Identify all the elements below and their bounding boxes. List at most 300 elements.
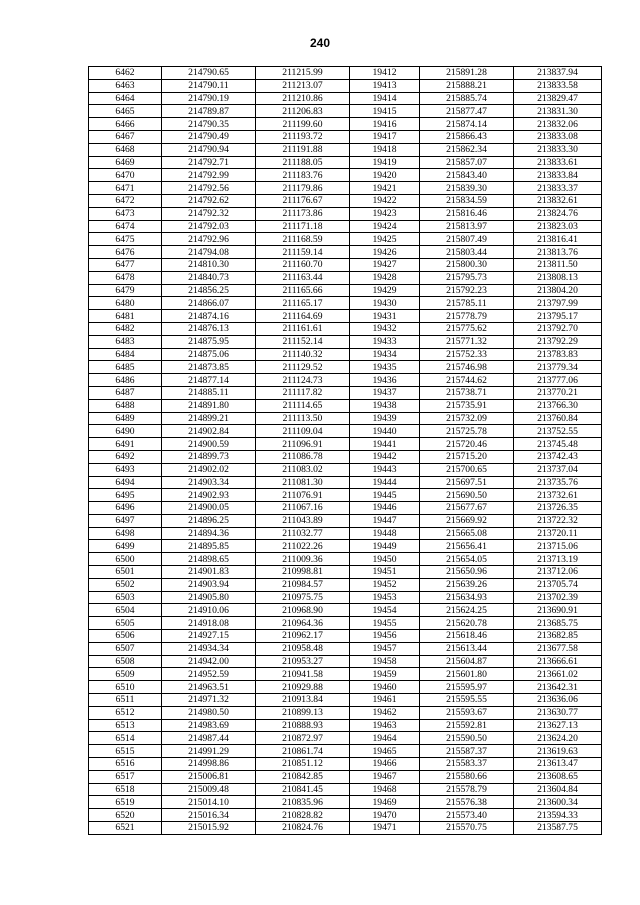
x-coordinate-cell: 214792.03: [162, 220, 256, 233]
x-coordinate-cell: 214903.34: [162, 476, 256, 489]
point-number-cell: 6515: [89, 745, 162, 758]
point-number-cell: 19416: [350, 118, 420, 131]
y-coordinate-cell: 213705.74: [514, 578, 602, 591]
x-coordinate-cell: 214792.56: [162, 182, 256, 195]
x-coordinate-cell: 214899.21: [162, 412, 256, 425]
point-number-cell: 19450: [350, 553, 420, 566]
x-coordinate-cell: 215624.25: [420, 604, 514, 617]
y-coordinate-cell: 210962.17: [256, 630, 350, 643]
x-coordinate-cell: 214891.80: [162, 399, 256, 412]
point-number-cell: 19462: [350, 706, 420, 719]
point-number-cell: 19421: [350, 182, 420, 195]
point-number-cell: 19457: [350, 642, 420, 655]
point-number-cell: 19439: [350, 412, 420, 425]
point-number-cell: 6462: [89, 67, 162, 80]
x-coordinate-cell: 215593.67: [420, 706, 514, 719]
y-coordinate-cell: 211188.05: [256, 156, 350, 169]
point-number-cell: 6502: [89, 578, 162, 591]
y-coordinate-cell: 213685.75: [514, 617, 602, 630]
point-number-cell: 6499: [89, 540, 162, 553]
x-coordinate-cell: 214980.50: [162, 706, 256, 719]
x-coordinate-cell: 215634.93: [420, 591, 514, 604]
point-number-cell: 6471: [89, 182, 162, 195]
x-coordinate-cell: 215752.33: [420, 348, 514, 361]
point-number-cell: 6510: [89, 681, 162, 694]
y-coordinate-cell: 210913.84: [256, 694, 350, 707]
y-coordinate-cell: 210964.36: [256, 617, 350, 630]
table-row: [89, 194, 602, 207]
y-coordinate-cell: 213726.35: [514, 502, 602, 515]
x-coordinate-cell: 215700.65: [420, 463, 514, 476]
point-number-cell: 6513: [89, 719, 162, 732]
x-coordinate-cell: 215725.78: [420, 425, 514, 438]
x-coordinate-cell: 215592.81: [420, 719, 514, 732]
x-coordinate-cell: 215775.62: [420, 322, 514, 335]
x-coordinate-cell: 214902.93: [162, 489, 256, 502]
x-coordinate-cell: 214810.30: [162, 258, 256, 271]
y-coordinate-cell: 210841.45: [256, 783, 350, 796]
table-row: [89, 681, 602, 694]
y-coordinate-cell: 211165.17: [256, 297, 350, 310]
y-coordinate-cell: 213829.47: [514, 92, 602, 105]
x-coordinate-cell: 215735.91: [420, 399, 514, 412]
x-coordinate-cell: 214942.00: [162, 655, 256, 668]
x-coordinate-cell: 215015.92: [162, 822, 256, 835]
x-coordinate-cell: 215601.80: [420, 668, 514, 681]
point-number-cell: 19432: [350, 322, 420, 335]
x-coordinate-cell: 215677.67: [420, 502, 514, 515]
y-coordinate-cell: 210872.97: [256, 732, 350, 745]
table-row: [89, 489, 602, 502]
y-coordinate-cell: 211140.32: [256, 348, 350, 361]
y-coordinate-cell: 211163.44: [256, 271, 350, 284]
point-number-cell: 6503: [89, 591, 162, 604]
point-number-cell: 6463: [89, 79, 162, 92]
point-number-cell: 6482: [89, 322, 162, 335]
y-coordinate-cell: 211081.30: [256, 476, 350, 489]
x-coordinate-cell: 215720.46: [420, 438, 514, 451]
x-coordinate-cell: 214790.49: [162, 130, 256, 143]
point-number-cell: 19415: [350, 105, 420, 118]
x-coordinate-cell: 214790.35: [162, 118, 256, 131]
point-number-cell: 19461: [350, 694, 420, 707]
point-number-cell: 19466: [350, 758, 420, 771]
x-coordinate-cell: 214894.36: [162, 527, 256, 540]
x-coordinate-cell: 214899.73: [162, 450, 256, 463]
table-row: [89, 502, 602, 515]
x-coordinate-cell: 215800.30: [420, 258, 514, 271]
point-number-cell: 19427: [350, 258, 420, 271]
point-number-cell: 19414: [350, 92, 420, 105]
x-coordinate-cell: 214790.94: [162, 143, 256, 156]
y-coordinate-cell: 211117.82: [256, 386, 350, 399]
table-row: [89, 438, 602, 451]
y-coordinate-cell: 210842.85: [256, 770, 350, 783]
point-number-cell: 19445: [350, 489, 420, 502]
x-coordinate-cell: 214792.62: [162, 194, 256, 207]
point-number-cell: 6520: [89, 809, 162, 822]
table-row: [89, 386, 602, 399]
point-number-cell: 19420: [350, 169, 420, 182]
y-coordinate-cell: 213832.06: [514, 118, 602, 131]
point-number-cell: 6481: [89, 310, 162, 323]
y-coordinate-cell: 213833.30: [514, 143, 602, 156]
y-coordinate-cell: 213797.99: [514, 297, 602, 310]
x-coordinate-cell: 214856.25: [162, 284, 256, 297]
point-number-cell: 19460: [350, 681, 420, 694]
y-coordinate-cell: 210861.74: [256, 745, 350, 758]
x-coordinate-cell: 214789.87: [162, 105, 256, 118]
x-coordinate-cell: 215583.37: [420, 758, 514, 771]
point-number-cell: 19413: [350, 79, 420, 92]
point-number-cell: 6467: [89, 130, 162, 143]
x-coordinate-cell: 215795.73: [420, 271, 514, 284]
point-number-cell: 6504: [89, 604, 162, 617]
y-coordinate-cell: 213594.33: [514, 809, 602, 822]
x-coordinate-cell: 215587.37: [420, 745, 514, 758]
y-coordinate-cell: 210828.82: [256, 809, 350, 822]
y-coordinate-cell: 211210.86: [256, 92, 350, 105]
x-coordinate-cell: 215014.10: [162, 796, 256, 809]
point-number-cell: 19419: [350, 156, 420, 169]
x-coordinate-cell: 215866.43: [420, 130, 514, 143]
x-coordinate-cell: 214792.96: [162, 233, 256, 246]
point-number-cell: 19424: [350, 220, 420, 233]
point-number-cell: 6505: [89, 617, 162, 630]
point-number-cell: 6470: [89, 169, 162, 182]
x-coordinate-cell: 214874.16: [162, 310, 256, 323]
point-number-cell: 6497: [89, 514, 162, 527]
y-coordinate-cell: 213816.41: [514, 233, 602, 246]
y-coordinate-cell: 210968.90: [256, 604, 350, 617]
y-coordinate-cell: 213702.39: [514, 591, 602, 604]
y-coordinate-cell: 213745.48: [514, 438, 602, 451]
point-number-cell: 19422: [350, 194, 420, 207]
y-coordinate-cell: 210835.96: [256, 796, 350, 809]
x-coordinate-cell: 214902.84: [162, 425, 256, 438]
table-row: [89, 630, 602, 643]
x-coordinate-cell: 214998.86: [162, 758, 256, 771]
y-coordinate-cell: 211096.91: [256, 438, 350, 451]
point-number-cell: 6500: [89, 553, 162, 566]
y-coordinate-cell: 213737.04: [514, 463, 602, 476]
x-coordinate-cell: 214952.59: [162, 668, 256, 681]
y-coordinate-cell: 213642.31: [514, 681, 602, 694]
x-coordinate-cell: 215639.26: [420, 578, 514, 591]
x-coordinate-cell: 214885.11: [162, 386, 256, 399]
point-number-cell: 6491: [89, 438, 162, 451]
x-coordinate-cell: 214840.73: [162, 271, 256, 284]
x-coordinate-cell: 215006.81: [162, 770, 256, 783]
y-coordinate-cell: 213792.70: [514, 322, 602, 335]
point-number-cell: 19448: [350, 527, 420, 540]
y-coordinate-cell: 213713.19: [514, 553, 602, 566]
point-number-cell: 6509: [89, 668, 162, 681]
y-coordinate-cell: 213813.76: [514, 246, 602, 259]
y-coordinate-cell: 213831.30: [514, 105, 602, 118]
y-coordinate-cell: 210941.58: [256, 668, 350, 681]
table-row: [89, 527, 602, 540]
point-number-cell: 6466: [89, 118, 162, 131]
x-coordinate-cell: 214905.80: [162, 591, 256, 604]
y-coordinate-cell: 213833.37: [514, 182, 602, 195]
y-coordinate-cell: 211009.36: [256, 553, 350, 566]
point-number-cell: 6472: [89, 194, 162, 207]
x-coordinate-cell: 214902.02: [162, 463, 256, 476]
y-coordinate-cell: 213832.61: [514, 194, 602, 207]
y-coordinate-cell: 213777.06: [514, 374, 602, 387]
x-coordinate-cell: 214934.34: [162, 642, 256, 655]
point-number-cell: 19435: [350, 361, 420, 374]
table-row: [89, 233, 602, 246]
point-number-cell: 19443: [350, 463, 420, 476]
table-row: [89, 374, 602, 387]
x-coordinate-cell: 214866.07: [162, 297, 256, 310]
table-row: [89, 399, 602, 412]
point-number-cell: 6521: [89, 822, 162, 835]
y-coordinate-cell: 213630.77: [514, 706, 602, 719]
table-row: [89, 796, 602, 809]
point-number-cell: 6506: [89, 630, 162, 643]
x-coordinate-cell: 215570.75: [420, 822, 514, 835]
y-coordinate-cell: 213627.13: [514, 719, 602, 732]
y-coordinate-cell: 213779.34: [514, 361, 602, 374]
point-number-cell: 19446: [350, 502, 420, 515]
table-row: [89, 258, 602, 271]
x-coordinate-cell: 214792.99: [162, 169, 256, 182]
table-row: [89, 732, 602, 745]
y-coordinate-cell: 213613.47: [514, 758, 602, 771]
y-coordinate-cell: 211199.60: [256, 118, 350, 131]
x-coordinate-cell: 214971.32: [162, 694, 256, 707]
point-number-cell: 19433: [350, 335, 420, 348]
y-coordinate-cell: 213604.84: [514, 783, 602, 796]
x-coordinate-cell: 214898.65: [162, 553, 256, 566]
y-coordinate-cell: 213833.84: [514, 169, 602, 182]
table-row: [89, 770, 602, 783]
x-coordinate-cell: 215888.21: [420, 79, 514, 92]
table-row: [89, 92, 602, 105]
point-number-cell: 6483: [89, 335, 162, 348]
x-coordinate-cell: 215744.62: [420, 374, 514, 387]
point-number-cell: 6487: [89, 386, 162, 399]
table-row: [89, 284, 602, 297]
x-coordinate-cell: 215613.44: [420, 642, 514, 655]
y-coordinate-cell: 211124.73: [256, 374, 350, 387]
x-coordinate-cell: 215578.79: [420, 783, 514, 796]
x-coordinate-cell: 215834.59: [420, 194, 514, 207]
x-coordinate-cell: 214794.08: [162, 246, 256, 259]
y-coordinate-cell: 211086.78: [256, 450, 350, 463]
table-row: [89, 310, 602, 323]
table-row: [89, 694, 602, 707]
y-coordinate-cell: 213837.94: [514, 67, 602, 80]
x-coordinate-cell: 215669.92: [420, 514, 514, 527]
table-row: [89, 578, 602, 591]
point-number-cell: 6473: [89, 207, 162, 220]
table-row: [89, 476, 602, 489]
y-coordinate-cell: 211109.04: [256, 425, 350, 438]
y-coordinate-cell: 211113.50: [256, 412, 350, 425]
y-coordinate-cell: 213833.08: [514, 130, 602, 143]
table-row: [89, 591, 602, 604]
table-row: [89, 450, 602, 463]
point-number-cell: 6496: [89, 502, 162, 515]
x-coordinate-cell: 214790.65: [162, 67, 256, 80]
y-coordinate-cell: 211164.69: [256, 310, 350, 323]
x-coordinate-cell: 214918.08: [162, 617, 256, 630]
y-coordinate-cell: 211159.14: [256, 246, 350, 259]
point-number-cell: 19464: [350, 732, 420, 745]
y-coordinate-cell: 213661.02: [514, 668, 602, 681]
y-coordinate-cell: 211076.91: [256, 489, 350, 502]
x-coordinate-cell: 215732.09: [420, 412, 514, 425]
x-coordinate-cell: 214790.19: [162, 92, 256, 105]
coordinates-table: [88, 66, 602, 835]
table-row: [89, 156, 602, 169]
point-number-cell: 6475: [89, 233, 162, 246]
point-number-cell: 6516: [89, 758, 162, 771]
table-row: [89, 514, 602, 527]
point-number-cell: 6465: [89, 105, 162, 118]
y-coordinate-cell: 213823.03: [514, 220, 602, 233]
table-row: [89, 348, 602, 361]
point-number-cell: 19454: [350, 604, 420, 617]
point-number-cell: 19449: [350, 540, 420, 553]
table-row: [89, 297, 602, 310]
x-coordinate-cell: 214877.14: [162, 374, 256, 387]
point-number-cell: 6490: [89, 425, 162, 438]
point-number-cell: 6512: [89, 706, 162, 719]
y-coordinate-cell: 213624.20: [514, 732, 602, 745]
x-coordinate-cell: 215778.79: [420, 310, 514, 323]
x-coordinate-cell: 215857.07: [420, 156, 514, 169]
y-coordinate-cell: 213619.63: [514, 745, 602, 758]
table-row: [89, 182, 602, 195]
x-coordinate-cell: 215595.55: [420, 694, 514, 707]
y-coordinate-cell: 210899.13: [256, 706, 350, 719]
table-row: [89, 143, 602, 156]
y-coordinate-cell: 211032.77: [256, 527, 350, 540]
point-number-cell: 19465: [350, 745, 420, 758]
y-coordinate-cell: 213766.30: [514, 399, 602, 412]
x-coordinate-cell: 215697.51: [420, 476, 514, 489]
table-row: [89, 220, 602, 233]
y-coordinate-cell: 211191.88: [256, 143, 350, 156]
point-number-cell: 19412: [350, 67, 420, 80]
x-coordinate-cell: 215792.23: [420, 284, 514, 297]
x-coordinate-cell: 215839.30: [420, 182, 514, 195]
x-coordinate-cell: 214790.11: [162, 79, 256, 92]
x-coordinate-cell: 215738.71: [420, 386, 514, 399]
table-row: [89, 553, 602, 566]
y-coordinate-cell: 211022.26: [256, 540, 350, 553]
table-row: [89, 169, 602, 182]
table-row: [89, 412, 602, 425]
point-number-cell: 19458: [350, 655, 420, 668]
point-number-cell: 19438: [350, 399, 420, 412]
table-row: [89, 655, 602, 668]
x-coordinate-cell: 215650.96: [420, 566, 514, 579]
x-coordinate-cell: 215877.47: [420, 105, 514, 118]
point-number-cell: 19468: [350, 783, 420, 796]
y-coordinate-cell: 210958.48: [256, 642, 350, 655]
x-coordinate-cell: 215813.97: [420, 220, 514, 233]
table-row: [89, 361, 602, 374]
point-number-cell: 19467: [350, 770, 420, 783]
x-coordinate-cell: 215620.78: [420, 617, 514, 630]
y-coordinate-cell: 213804.20: [514, 284, 602, 297]
x-coordinate-cell: 214987.44: [162, 732, 256, 745]
y-coordinate-cell: 211176.67: [256, 194, 350, 207]
x-coordinate-cell: 214927.15: [162, 630, 256, 643]
y-coordinate-cell: 213712.06: [514, 566, 602, 579]
y-coordinate-cell: 211165.66: [256, 284, 350, 297]
point-number-cell: 19417: [350, 130, 420, 143]
x-coordinate-cell: 214910.06: [162, 604, 256, 617]
table-row: [89, 540, 602, 553]
x-coordinate-cell: 215016.34: [162, 809, 256, 822]
x-coordinate-cell: 215771.32: [420, 335, 514, 348]
y-coordinate-cell: 211193.72: [256, 130, 350, 143]
x-coordinate-cell: 215885.74: [420, 92, 514, 105]
point-number-cell: 19423: [350, 207, 420, 220]
table-row: [89, 246, 602, 259]
point-number-cell: 6495: [89, 489, 162, 502]
y-coordinate-cell: 211161.61: [256, 322, 350, 335]
point-number-cell: 19425: [350, 233, 420, 246]
point-number-cell: 6468: [89, 143, 162, 156]
x-coordinate-cell: 215785.11: [420, 297, 514, 310]
y-coordinate-cell: 210975.75: [256, 591, 350, 604]
table-row: [89, 118, 602, 131]
x-coordinate-cell: 215715.20: [420, 450, 514, 463]
point-number-cell: 19429: [350, 284, 420, 297]
y-coordinate-cell: 211168.59: [256, 233, 350, 246]
table-row: [89, 642, 602, 655]
point-number-cell: 6493: [89, 463, 162, 476]
y-coordinate-cell: 213783.83: [514, 348, 602, 361]
table-row: [89, 809, 602, 822]
y-coordinate-cell: 213833.58: [514, 79, 602, 92]
x-coordinate-cell: 214875.06: [162, 348, 256, 361]
table-row: [89, 425, 602, 438]
point-number-cell: 19451: [350, 566, 420, 579]
point-number-cell: 19418: [350, 143, 420, 156]
point-number-cell: 19436: [350, 374, 420, 387]
y-coordinate-cell: 211152.14: [256, 335, 350, 348]
x-coordinate-cell: 215843.40: [420, 169, 514, 182]
x-coordinate-cell: 215874.14: [420, 118, 514, 131]
y-coordinate-cell: 213752.55: [514, 425, 602, 438]
x-coordinate-cell: 214903.94: [162, 578, 256, 591]
x-coordinate-cell: 215590.50: [420, 732, 514, 745]
y-coordinate-cell: 211206.83: [256, 105, 350, 118]
point-number-cell: 19444: [350, 476, 420, 489]
x-coordinate-cell: 215803.44: [420, 246, 514, 259]
y-coordinate-cell: 211183.76: [256, 169, 350, 182]
x-coordinate-cell: 214792.71: [162, 156, 256, 169]
table-row: [89, 463, 602, 476]
y-coordinate-cell: 210824.76: [256, 822, 350, 835]
point-number-cell: 6477: [89, 258, 162, 271]
point-number-cell: 19470: [350, 809, 420, 822]
table-row: [89, 604, 602, 617]
y-coordinate-cell: 211043.89: [256, 514, 350, 527]
table-row: [89, 566, 602, 579]
point-number-cell: 6508: [89, 655, 162, 668]
y-coordinate-cell: 213824.76: [514, 207, 602, 220]
